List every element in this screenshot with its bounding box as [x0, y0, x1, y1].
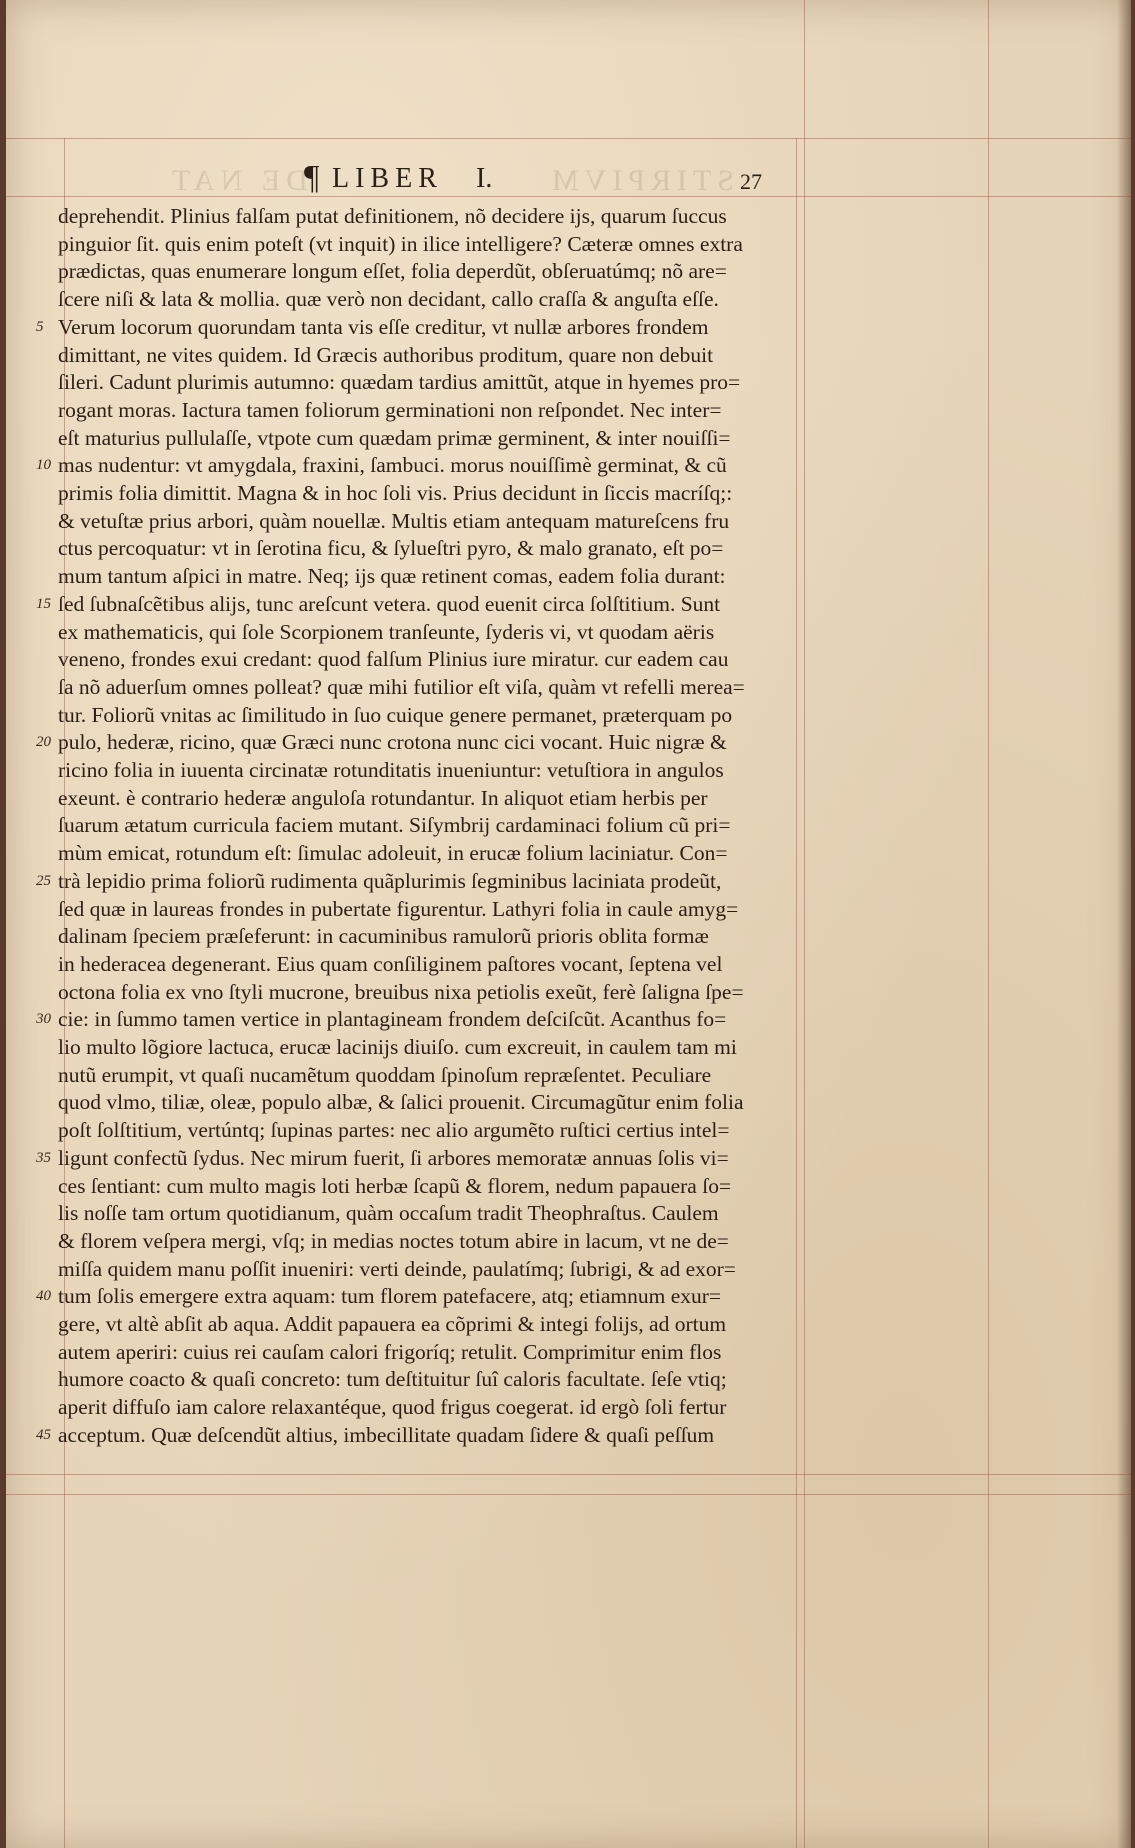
text-line: humore coacto & quaſi concreto: tum deſtituitur ſuî caloris facultate. ſeſe vtiq;: [58, 1367, 727, 1392]
pilcrow-mark: ¶: [304, 159, 320, 196]
line-number: 40: [36, 1288, 51, 1305]
ruling-line-margin-2: [988, 0, 989, 1848]
text-line: ricino folia in iuuenta circinatæ rotunditatis inueniuntur: vetuſtiora in angulos: [58, 758, 724, 782]
text-line: dalinam ſpeciem præſeferunt: in cacuminibus ramulorũ prioris oblita formæ: [58, 924, 709, 949]
ruling-line-text-right: [796, 138, 797, 1848]
line-number: 25: [36, 872, 51, 889]
text-line: mum tantum aſpici in matre. Neq; ijs quæ retinent comas, eadem folia durant:: [58, 564, 726, 589]
text-line: & florem veſpera mergi, vſq; in medias noctes totum abire in lacum, vt ne de=: [58, 1228, 729, 1253]
line-number: 10: [36, 457, 51, 474]
text-line: trà lepidio prima foliorũ rudimenta quãplurimis ſegminibus laciniata prodeũt,: [58, 868, 722, 893]
text-line: autem aperiri: cuius rei cauſam calori frigoríq; retulit. Comprimitur enim flos: [58, 1339, 722, 1364]
text-line: exeunt. è contrario hederæ anguloſa rotundantur. In aliquot etiam herbis per: [58, 785, 708, 810]
text-line: ſed quæ in laureas frondes in pubertate figurentur. Lathyri folia in caule amyg=: [58, 896, 739, 921]
text-line: ſileri. Cadunt plurimis autumno: quædam tardius amittũt, atque in hyemes pro=: [58, 370, 741, 395]
line-number: 20: [36, 734, 51, 751]
text-line: ſcere niſi & lata & mollia. quæ verò non decidant, callo craſſa & anguſta eſſe.: [58, 287, 719, 312]
text-line: in hederacea degenerant. Eius quam conſiliginem paſtores vocant, ſeptena vel: [58, 951, 723, 976]
text-line: aperit diffuſo iam calore relaxantéque, quod frigus coegerat. id ergò ſoli fertur: [58, 1395, 727, 1420]
ruling-line-bottom: [6, 1474, 1131, 1475]
text-line: ex mathematicis, qui ſole Scorpionem tranſeunte, ſyderis vi, vt quodam aëris: [58, 619, 715, 644]
running-head: [6, 160, 1131, 200]
text-line: rogant moras. Iactura tamen foliorum germinationi non reſpondet. Nec inter=: [58, 397, 722, 422]
running-head-title: LIBER: [332, 163, 443, 194]
running-head-book-numeral: I.: [476, 163, 493, 194]
text-line: pulo, hederæ, ricino, quæ Græci nunc crotona nunc cici vocant. Huic nigræ &: [58, 730, 727, 755]
text-line: lio multo lõgiore lactuca, erucæ lacinijs diuiſo. cum excreuit, in caulem tam mi: [58, 1035, 737, 1059]
ruling-line-margin-1: [804, 0, 805, 1848]
text-line: ces ſentiant: cum multo magis loti herbæ ſcapũ & florem, nedum papauera ſo=: [58, 1173, 732, 1198]
text-line: dimittant, ne vites quidem. Id Græcis authoribus proditum, quare non debuit: [58, 342, 714, 367]
text-line: deprehendit. Plinius falſam putat definitionem, nõ decidere ijs, quarum ſuccus: [58, 204, 727, 228]
line-number: 15: [36, 595, 51, 612]
page-edge-shadow: [1117, 0, 1131, 1848]
ruling-line-top: [6, 138, 1131, 139]
text-line: poſt ſolſtitium, vertúntq; ſupinas partes: nec alio argumẽto ruſtici certius intel=: [58, 1118, 730, 1143]
text-line: miſſa quidem manu poſſit inueniri: verti deinde, paulatímq; ſubrigi, & ad exor=: [58, 1256, 736, 1281]
text-line: octona folia ex vno ſtyli mucrone, breuibus nixa petiolis exeũt, ferè ſaligna ſpe=: [58, 979, 744, 1004]
line-number: 35: [36, 1149, 51, 1166]
line-number: 45: [36, 1426, 51, 1443]
text-line: ligunt confectũ ſydus. Nec mirum fuerit, ſi arbores memoratæ annuas ſolis vi=: [58, 1145, 729, 1170]
page-number: 27: [740, 169, 762, 194]
text-line: quod vlmo, tiliæ, oleæ, populo albæ, & ſalici prouenit. Circumagũtur enim folia: [58, 1090, 744, 1115]
line-number: 30: [36, 1011, 51, 1028]
bleed-through-text-right: STIRPIVM: [546, 164, 735, 197]
bleed-through-text-left: DE NAT: [166, 164, 308, 197]
text-line: tum ſolis emergere extra aquam: tum florem patefacere, atq; etiamnum exur=: [58, 1284, 722, 1309]
text-line: primis folia dimittit. Magna & in hoc ſoli vis. Prius decidunt in ſiccis macríſq;:: [58, 481, 733, 505]
text-line: nutũ erumpit, vt quaſi nucamẽtum quoddam ſpinoſum repræſentet. Peculiare: [58, 1062, 712, 1087]
text-line: cie: in ſummo tamen vertice in plantagineam frondem deſciſcũt. Acanthus fo=: [58, 1007, 727, 1032]
ruling-line-bottom-2: [6, 1494, 1131, 1495]
text-line: lis noſſe tam ortum quotidianum, quàm occaſum tradit Theophraſtus. Caulem: [58, 1201, 719, 1226]
text-line: ſa nõ aduerſum omnes polleat? quæ mihi futilior eſt viſa, quàm vt refelli merea=: [58, 674, 745, 699]
text-line: gere, vt altè abſit ab aqua. Addit papauera ea cõprimi & integi folijs, ad ortum: [58, 1312, 727, 1336]
text-line: & vetuſtæ prius arbori, quàm nouellæ. Multis etiam antequam matureſcens fru: [58, 508, 730, 533]
line-number: 5: [36, 318, 44, 335]
text-line: acceptum. Quæ deſcendũt altius, imbecillitate quadam ſidere & quaſi peſſum: [58, 1422, 715, 1447]
text-line: mùm emicat, rotundum eſt: ſimulac adoleuit, in erucæ folium laciniatur. Con=: [58, 841, 728, 866]
text-line: mas nudentur: vt amygdala, fraxini, ſambuci. morus nouiſſimè germinat, & cũ: [58, 453, 727, 478]
text-line: tur. Foliorũ vnitas ac ſimilitudo in ſuo cuique genere permanet, præterquam po: [58, 702, 733, 727]
text-line: ſed ſubnaſcẽtibus alijs, tunc areſcunt vetera. quod euenit circa ſolſtitium. Sunt: [58, 591, 721, 616]
text-line: eſt maturius pullulaſſe, vtpote cum quædam primæ germinent, & inter nouiſſi=: [58, 425, 731, 450]
text-line: ctus percoquatur: vt in ſerotina ficu, & ſylueſtri pyro, & malo granato, eſt po=: [58, 536, 724, 561]
text-line: pinguior ſit. quis enim poteſt (vt inquit) in ilice intelligere? Cæteræ omnes extra: [58, 231, 743, 256]
text-line: prædictas, quas enumerare longum eſſet, folia deperdũt, obſeruatúmq; nõ are=: [58, 259, 727, 284]
text-line: veneno, frondes exui credant: quod falſum Plinius iure miratur. cur eadem cau: [58, 647, 729, 672]
book-page: [6, 0, 1131, 1848]
text-line: Verum locorum quorundam tanta vis eſſe creditur, vt nullæ arbores frondem: [58, 314, 709, 339]
text-line: ſuarum ætatum curricula faciem mutant. Siſymbrij cardaminaci folium cũ pri=: [58, 813, 731, 838]
